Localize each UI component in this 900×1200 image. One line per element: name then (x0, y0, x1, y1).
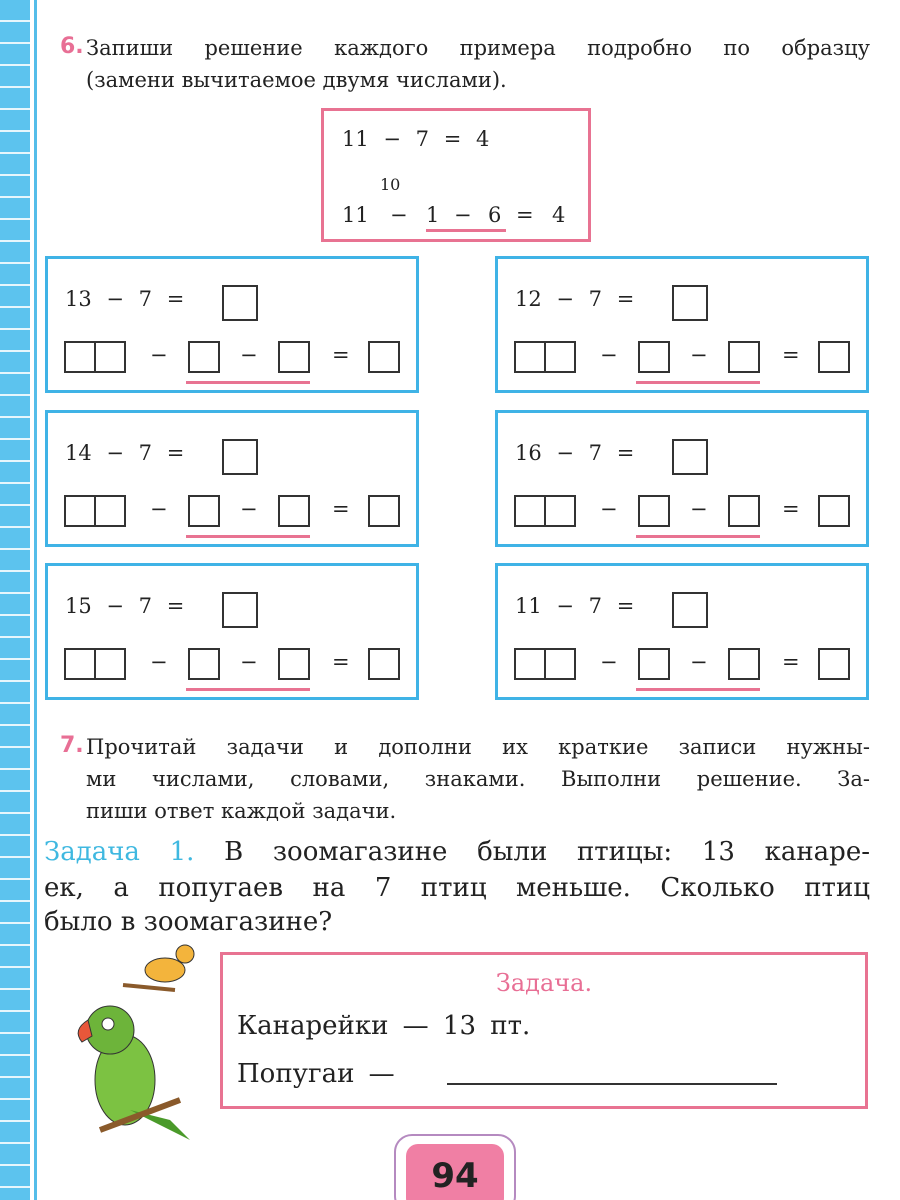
sample-c: 6 (488, 203, 502, 227)
minus-sign: − (690, 343, 708, 367)
subtrahend-part2-box[interactable] (278, 341, 310, 373)
ones-digit-box[interactable] (94, 341, 126, 373)
page-number: 94 (406, 1144, 504, 1200)
sample-above: 10 (380, 175, 401, 194)
problem1-line1 (44, 834, 870, 870)
problem1-line2: ек, а попугаев на 7 птиц меньше. Сколько птиц (44, 873, 870, 903)
result-box[interactable] (368, 648, 400, 680)
minus-sign: − (600, 343, 618, 367)
example-box (495, 256, 869, 393)
sample-result: 4 (552, 203, 566, 227)
margin-line (34, 0, 37, 1200)
sample-minus: − (390, 203, 408, 227)
sample-eq: = (516, 203, 534, 227)
page-number-badge (394, 1134, 516, 1200)
task7-text-line1: Прочитай задачи и дополни их краткие записи нужны- (86, 735, 870, 759)
tens-digit-box[interactable] (514, 341, 546, 373)
result-box[interactable] (368, 341, 400, 373)
minus-sign: − (600, 497, 618, 521)
sample-minus: − (454, 203, 472, 227)
tens-digit-box[interactable] (64, 495, 96, 527)
task7-text-line3: пиши ответ каждой задачи. (86, 799, 397, 823)
ones-digit-box[interactable] (544, 495, 576, 527)
underline (186, 381, 310, 384)
minus-sign: − (600, 650, 618, 674)
equals-sign: = (782, 343, 800, 367)
subtrahend-part2-box[interactable] (278, 648, 310, 680)
task6-number: 6. (60, 34, 84, 59)
answer-line[interactable] (447, 1083, 777, 1085)
minus-sign: − (150, 343, 168, 367)
ones-digit-box[interactable] (544, 648, 576, 680)
subtrahend-part1-box[interactable] (188, 495, 220, 527)
answer-box[interactable] (222, 285, 258, 321)
sample-a: 11 (342, 203, 369, 227)
tens-digit-box[interactable] (64, 648, 96, 680)
answer-box[interactable] (672, 439, 708, 475)
minus-sign: − (690, 650, 708, 674)
underline (636, 381, 760, 384)
underline (186, 535, 310, 538)
answer-box[interactable] (672, 285, 708, 321)
subtrahend-part1-box[interactable] (638, 341, 670, 373)
minus-sign: − (240, 650, 258, 674)
summary-row2: Попугаи — (237, 1059, 395, 1089)
answer-box[interactable] (222, 439, 258, 475)
example-expression: 16 − 7 = (515, 441, 635, 465)
ones-digit-box[interactable] (94, 648, 126, 680)
result-box[interactable] (818, 648, 850, 680)
parrot-illustration (70, 1000, 200, 1145)
summary-row1: Канарейки — 13 пт. (237, 1011, 531, 1041)
subtrahend-part2-box[interactable] (278, 495, 310, 527)
sample-box (321, 108, 591, 242)
subtrahend-part2-box[interactable] (728, 648, 760, 680)
task7-number: 7. (60, 733, 84, 758)
equals-sign: = (782, 650, 800, 674)
task7-text-line2: ми числами, словами, знаками. Выполни решение. За- (86, 767, 870, 791)
example-expression: 11 − 7 = (515, 594, 635, 618)
result-box[interactable] (818, 341, 850, 373)
problem1-line3: было в зоомагазине? (44, 907, 333, 937)
underline (186, 688, 310, 691)
minus-sign: − (150, 650, 168, 674)
example-expression: 12 − 7 = (515, 287, 635, 311)
subtrahend-part1-box[interactable] (638, 495, 670, 527)
result-box[interactable] (818, 495, 850, 527)
subtrahend-part1-box[interactable] (638, 648, 670, 680)
example-box (45, 410, 419, 547)
task6-text-line2: (замени вычитаемое двумя числами). (86, 68, 507, 92)
underline (636, 688, 760, 691)
example-box (495, 563, 869, 700)
example-box (45, 256, 419, 393)
answer-box[interactable] (672, 592, 708, 628)
problem1-text: В зоомагазине были птицы: 13 канаре- (224, 837, 870, 867)
tens-digit-box[interactable] (514, 495, 546, 527)
subtrahend-part2-box[interactable] (728, 341, 760, 373)
subtrahend-part1-box[interactable] (188, 341, 220, 373)
example-expression: 15 − 7 = (65, 594, 185, 618)
result-box[interactable] (368, 495, 400, 527)
summary-title: Задача. (495, 969, 593, 997)
tens-digit-box[interactable] (514, 648, 546, 680)
answer-box[interactable] (222, 592, 258, 628)
minus-sign: − (690, 497, 708, 521)
example-box (495, 410, 869, 547)
sample-underline (426, 229, 506, 232)
example-expression: 14 − 7 = (65, 441, 185, 465)
ones-digit-box[interactable] (94, 495, 126, 527)
canary-illustration (115, 940, 205, 1000)
subtrahend-part1-box[interactable] (188, 648, 220, 680)
margin-strip (0, 0, 30, 1200)
minus-sign: − (150, 497, 168, 521)
example-expression: 13 − 7 = (65, 287, 185, 311)
task6-text-line1: Запиши решение каждого примера подробно по образцу (86, 36, 870, 60)
sample-line1: 11 − 7 = 4 (342, 127, 490, 151)
equals-sign: = (332, 497, 350, 521)
example-box (45, 563, 419, 700)
equals-sign: = (332, 650, 350, 674)
ones-digit-box[interactable] (544, 341, 576, 373)
minus-sign: − (240, 343, 258, 367)
problem-summary-box (220, 952, 868, 1109)
tens-digit-box[interactable] (64, 341, 96, 373)
minus-sign: − (240, 497, 258, 521)
equals-sign: = (332, 343, 350, 367)
underline (636, 535, 760, 538)
problem1-label: Задача 1. (44, 837, 195, 867)
equals-sign: = (782, 497, 800, 521)
sample-b: 1 (426, 203, 440, 227)
subtrahend-part2-box[interactable] (728, 495, 760, 527)
